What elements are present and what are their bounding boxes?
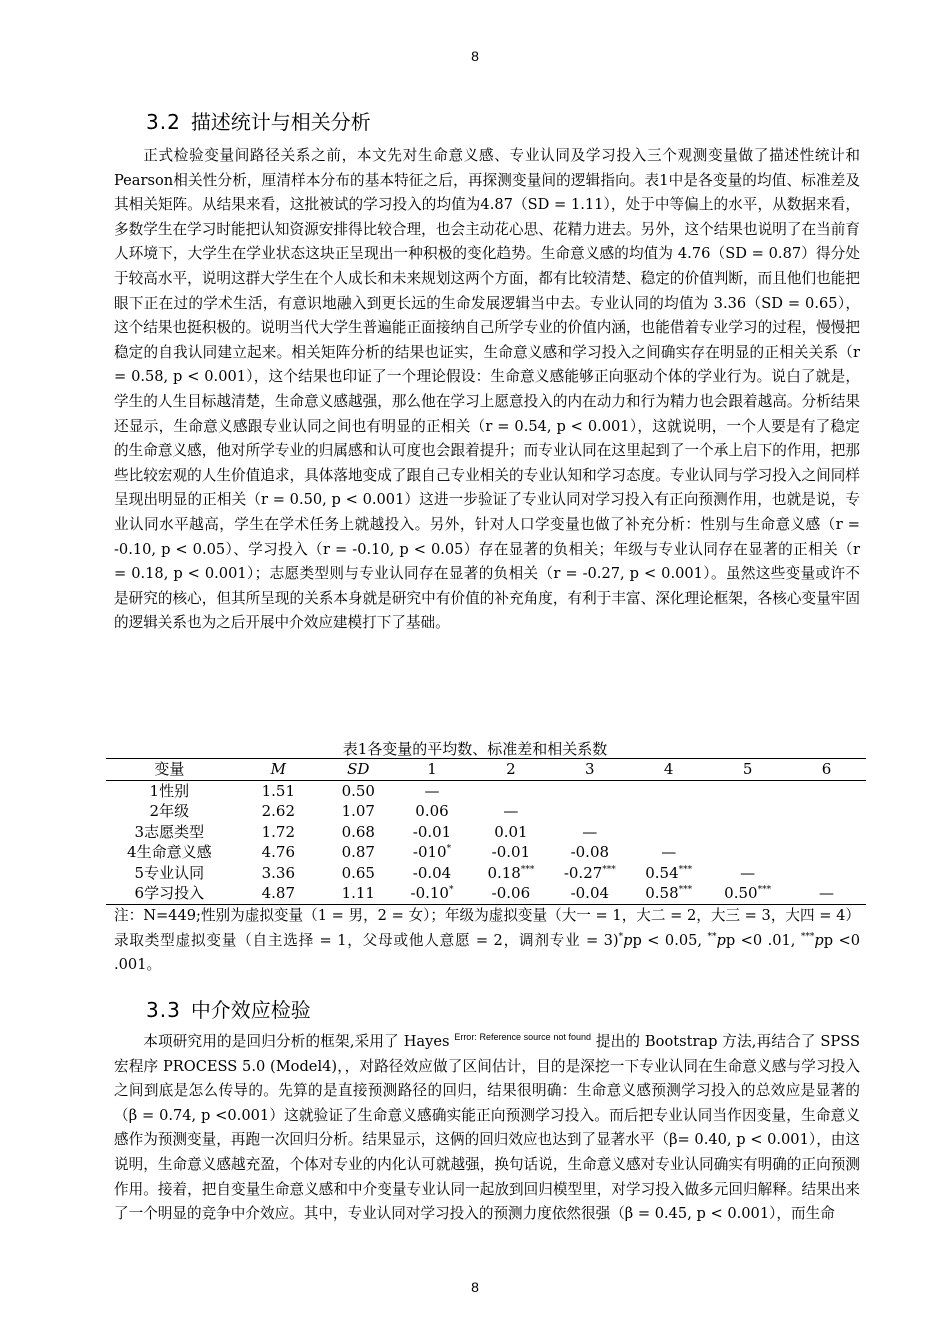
sig-marker-2: ** [707, 931, 717, 942]
table-cell-c5 [708, 780, 787, 801]
table-cell-c2: -0.01 [491, 843, 531, 862]
table-cell-c5 [708, 822, 787, 843]
section-heading-3-2 [146, 106, 371, 135]
page-number-bottom: 8 [471, 1279, 479, 1295]
header-col-3: 3 [585, 760, 595, 779]
table-cell-var: 1性别 [149, 781, 190, 800]
table-cell-sd: 0.68 [341, 822, 375, 841]
table-cell-c1: -0.04 [412, 863, 452, 882]
table-cell-c6 [787, 822, 866, 843]
table-cell-m: 3.36 [261, 863, 296, 882]
table-cell-c4: 0.58*** [645, 884, 693, 903]
table-cell-c3 [550, 801, 629, 822]
header-col-5: 5 [742, 760, 753, 779]
table-cell-c6 [787, 801, 866, 822]
table-cell-sd: 0.87 [341, 843, 375, 862]
table-cell-c5: — [740, 863, 756, 882]
table-cell-c5 [708, 801, 787, 822]
table-cell-c4: — [661, 843, 677, 862]
table-cell-c6: — [819, 884, 835, 903]
page-number-top: 8 [471, 48, 479, 64]
table-row [106, 822, 866, 843]
table-cell-m: 2.62 [261, 802, 296, 821]
section-number: 3.3 [146, 998, 181, 1022]
table-cell-c6 [787, 780, 866, 801]
table-cell-c6 [787, 863, 866, 884]
section-title-text: 描述统计与相关分析 [190, 110, 371, 134]
table-row [106, 801, 866, 822]
table-row [106, 780, 866, 801]
table-cell-var: 3志愿类型 [134, 822, 205, 841]
table-cell-c2: — [503, 802, 519, 821]
table-cell-var: 4生命意义感 [127, 843, 212, 862]
table-cell-var: 5专业认同 [134, 863, 205, 882]
table-cell-c2 [471, 780, 550, 801]
table-cell-c2: 0.01 [494, 822, 528, 841]
mediation-text-rest: 提出的 Bootstrap 方法,再结合了 SPSS 宏程序 PROCESS 5.0 (Model4)，，对路径效应做了区间估计，目的是深挖一下专业认同在生命意义感与学习投入之间到底是怎么传导的。先算的是直接预测路径的回归，结果很明确：生命意义感预测学习投入的总效应是显著的（β = 0.74, p <0.001）这就验证了生命意义感确实能正向预测学习投入。而后把专业认同当作因变量，生命意义感作为预测变量，再跑一次回归分析。结果显示，这俩的回归效应也达到了显著水平（β= 0.40, p < 0.001），由这说明，生命意义感越充盈，个体对专业的内化认可就越强，换句话说，生命意义感对专业认同确实有明确的正向预测作用。接着，把自变量生命意义感和中介变量专业认同一起放到回归模型里，对学习投入做多元回归解释。结果出来了一个明显的竞争中介效应。其中，专业认同对学习投入的预测力度依然很强（β = 0.45, p < 0.001），而生命 [114, 1033, 860, 1223]
table-cell-c1: — [424, 781, 440, 800]
table-cell-c3: -0.08 [570, 843, 610, 862]
header-col-4: 4 [663, 760, 674, 779]
table-cell-c2: 0.18*** [487, 863, 535, 882]
sig-text-1: p < 0.05, [632, 931, 708, 949]
table-row [106, 842, 866, 863]
table-cell-c3 [550, 780, 629, 801]
table-cell-c2: -0.06 [491, 884, 531, 903]
table-cell-var: 6学习投入 [134, 884, 205, 903]
section-title-text: 中介效应检验 [190, 998, 311, 1022]
sig-marker-1: * [618, 931, 624, 942]
sig-marker-3: *** [800, 931, 815, 942]
table-row [106, 863, 866, 884]
table-cell-c5: 0.50*** [724, 884, 772, 903]
table-cell-m: 4.87 [261, 884, 296, 903]
table-cell-sd: 0.50 [341, 781, 375, 800]
table-cell-sd: 1.07 [341, 802, 375, 821]
table-cell-c6 [787, 842, 866, 863]
header-col-6: 6 [821, 760, 832, 779]
header-col-1: 1 [427, 760, 437, 779]
table-cell-c4 [629, 801, 708, 822]
table-cell-c1: -0.10* [410, 884, 454, 903]
table-cell-c5 [708, 842, 787, 863]
table-cell-c1: -010* [412, 843, 452, 862]
correlation-table [106, 758, 866, 905]
note-main-text: 注：N=449;性别为虚拟变量（1 = 男，2 = 女）；年级为虚拟变量（大一 = 1，大二 = 2，大三 = 3，大四 = 4）录取类型虚拟变量（自主选择 = 1，父母或他人意愿 = 2，调剂专业 = 3) [114, 907, 860, 949]
table-header-row [106, 759, 866, 781]
table-row [106, 883, 866, 904]
table-note: 注：N=449;性别为虚拟变量（1 = 男，2 = 女）；年级为虚拟变量（大一 = 1，大二 = 2，大三 = 3，大四 = 4）录取类型虚拟变量（自主选择 = 1，父母或他人意愿 = 2，调剂专业 = 3)*pp < 0.05, **pp <0 .01, ***pp <0 .001。 [114, 907, 860, 974]
table-cell-var: 2年级 [149, 802, 190, 821]
sig-text-2: p <0 .01, [725, 931, 801, 949]
table-cell-c3: -0.27*** [563, 863, 616, 882]
table-cell-m: 1.72 [261, 822, 296, 841]
header-variable: 变量 [154, 760, 185, 779]
sig-text-3: p <0 .001。 [114, 931, 860, 974]
table-cell-c4: 0.54*** [645, 863, 693, 882]
header-mean: M [270, 760, 287, 779]
table-cell-c3: -0.04 [570, 884, 610, 903]
header-sd: SD [347, 760, 370, 779]
mediation-text-start: 本项研究用的是回归分析的框架,采用了 Hayes [143, 1033, 455, 1050]
section-number: 3.2 [146, 110, 181, 134]
reference-error-text: Error: Reference source not found [454, 1032, 592, 1043]
table-cell-c4 [629, 780, 708, 801]
table-cell-c4 [629, 822, 708, 843]
table-cell-c3: — [582, 822, 598, 841]
table-cell-c1: 0.06 [415, 802, 449, 821]
table-cell-m: 4.76 [261, 843, 296, 862]
table-cell-sd: 0.65 [341, 863, 375, 882]
paragraph-mediation [114, 1030, 860, 1227]
table-cell-sd: 1.11 [341, 884, 375, 903]
section-heading-3-3 [146, 994, 311, 1023]
table-caption: 表1各变量的平均数、标准差和相关系数 [342, 740, 608, 758]
table-cell-c1: -0.01 [412, 822, 452, 841]
header-col-2: 2 [506, 760, 516, 779]
paragraph-descriptive-stats: 正式检验变量间路径关系之前，本文先对生命意义感、专业认同及学习投入三个观测变量做了描述性统计和Pearson相关性分析，厘清样本分布的基本特征之后，再探测变量间的逻辑指向。表1中是各变量的均值、标准差及其相关矩阵。从结果来看，这批被试的学习投入的均值为4.87（SD = 1.11），处于中等偏上的水平，从数据来看，多数学生在学习时能把认知资源安排得比较合理，也会主动花心思、花精力进去。另外，这个结果也说明了在当前育人环境下，大学生在学业状态这块正呈现出一种积极的变化趋势。生命意义感的均值为 4.76（SD = 0.87）得分处于较高水平，说明这群大学生在个人成长和未来规划这两个方面，都有比较清楚、稳定的价值判断，而且他们也能把眼下正在过的学术生活，有意识地融入到更长远的生命发展逻辑当中去。专业认同的均值为 3.36（SD = 0.65），这个结果也挺积极的。说明当代大学生普遍能正面接纳自己所学专业的价值内涵，也能借着专业学习的过程，慢慢把稳定的自我认同建立起来。相关矩阵分析的结果也证实，生命意义感和学习投入之间确实存在明显的正相关关系（r = 0.58, p < 0.001），这个结果也印证了一个理论假设：生命意义感能够正向驱动个体的学业行为。说白了就是，学生的人生目标越清楚，生命意义感越强，那么他在学习上愿意投入的内在动力和行为精力也会跟着越高。分析结果还显示，生命意义感跟专业认同之间也有明显的正相关（r = 0.54, p < 0.001），这就说明，一个人要是有了稳定的生命意义感，他对所学专业的归属感和认可度也会跟着提升；而专业认同在这里起到了一个承上启下的作用，把那些比较宏观的人生价值追求，具体落地变成了跟自己专业相关的专业认知和学习态度。专业认同与学习投入之间同样呈现出明显的正相关（r = 0.50, p < 0.001）这进一步验证了专业认同对学习投入有正向预测作用，也就是说，专业认同水平越高，学生在学术任务上就越投入。另外，针对人口学变量也做了补充分析：性别与生命意义感（r = -0.10, p < 0.05）、学习投入（r = -0.10, p < 0.05）存在显著的负相关；年级与专业认同存在显著的正相关（r = 0.18, p < 0.001）；志愿类型则与专业认同存在显著的负相关（r = -0.27, p < 0.001）。虽然这些变量或许不是研究的核心，但其所呈现的关系本身就是研究中有价值的补充角度，有利于丰富、深化理论框架，各核心变量牢固的逻辑关系也为之后开展中介效应建模打下了基础。 [114, 147, 860, 632]
table-cell-m: 1.51 [261, 781, 296, 800]
